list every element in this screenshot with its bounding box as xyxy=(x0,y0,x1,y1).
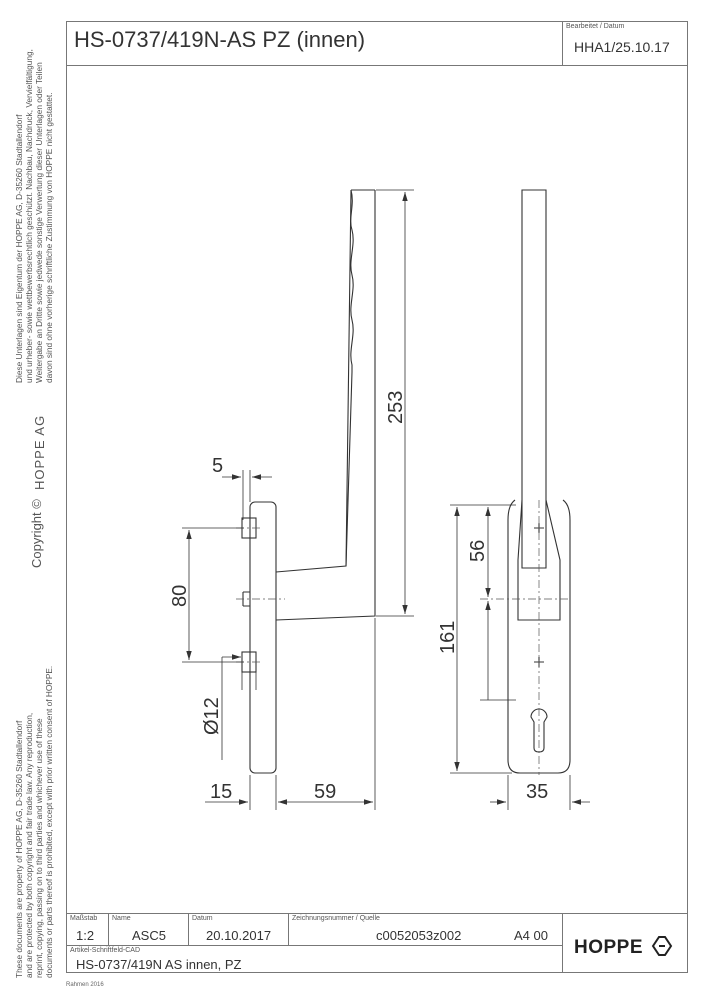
side-view xyxy=(242,190,375,773)
company-name-vertical: HOPPE AG xyxy=(32,414,47,490)
german-notice-line: Diese Unterlagen sind Eigentum der HOPPE AG, D-35260 Stadtallendorf xyxy=(14,114,24,383)
dim-label-56: 56 xyxy=(467,539,489,562)
dim-label-80: 80 xyxy=(169,584,191,607)
dim-label-d12: Ø12 xyxy=(201,697,223,735)
edited-date-label: Bearbeitet / Datum xyxy=(566,23,625,30)
name-label: Name xyxy=(112,915,131,922)
front-view-centerlines xyxy=(480,500,568,775)
dim-label-5: 5 xyxy=(212,455,224,477)
dim-label-59: 59 xyxy=(314,781,337,803)
edited-date-value: HHA1/25.10.17 xyxy=(574,39,670,55)
drawing-title: HS-0737/419N-AS PZ (innen) xyxy=(74,27,366,52)
front-view xyxy=(508,190,570,773)
hoppe-logo-text: HOPPE xyxy=(574,937,644,958)
article-value: HS-0737/419N AS innen, PZ xyxy=(76,957,242,972)
title-block-divider xyxy=(288,913,289,945)
format-value: A4 00 xyxy=(514,928,548,943)
front-handle-shaft xyxy=(522,190,546,568)
english-notice-line: reprint, copying, passing on to third parties and whichever use of these xyxy=(34,718,44,978)
frame-version: Rahmen 2016 xyxy=(66,982,104,988)
title-block-top-line xyxy=(66,913,688,914)
dim-label-161: 161 xyxy=(437,620,459,654)
german-notice-line: und urheber- sowie wettbewerbsrechtlich geschützt. Nachbau, Nachdruck, Vervielfältigung, xyxy=(24,49,34,383)
scale-label: Maßstab xyxy=(70,915,98,922)
drawing-number-label: Zeichnungsnummer / Quelle xyxy=(292,915,380,922)
english-notice-line: These documents are property of HOPPE AG, D-35260 Stadtallendorf xyxy=(14,720,24,978)
scale-value: 1:2 xyxy=(76,928,95,943)
english-notice-line: documents or parts thereof is prohibited, except with prior written consent of HOPPE. xyxy=(44,665,54,978)
english-notice-line: and are protected by both copyright and fair trade law. Any reproduction, xyxy=(24,712,34,978)
copyright-text: Copyright © xyxy=(29,499,44,568)
dim-label-35: 35 xyxy=(526,781,549,803)
title-block-divider xyxy=(108,913,109,945)
title-block-mid-line xyxy=(66,945,562,946)
hoppe-logo xyxy=(574,935,675,959)
date-label: Datum xyxy=(192,915,213,922)
front-rosette xyxy=(508,500,570,773)
drawing-number-value: c0052053z002 xyxy=(376,928,462,943)
hoppe-logo-mark xyxy=(649,935,675,957)
dim-label-15: 15 xyxy=(210,781,233,803)
name-value: ASC5 xyxy=(132,928,166,943)
german-notice-line: Weitergabe an Dritte sowie jedwede sonstige Verwertung dieser Unterlagen oder Teilen xyxy=(34,62,44,383)
rosette-plate xyxy=(250,502,276,773)
article-label: Artikel-Schriftfeld-CAD xyxy=(70,947,141,954)
date-value: 20.10.2017 xyxy=(206,928,272,943)
title-block-divider xyxy=(188,913,189,945)
dim-label-253: 253 xyxy=(385,390,407,424)
handle-neck xyxy=(276,190,375,620)
title-block-divider xyxy=(562,913,563,973)
german-notice-line: davon sind ohne vorherige schriftliche Zustimmung von HOPPE nicht gestattet. xyxy=(44,92,54,383)
